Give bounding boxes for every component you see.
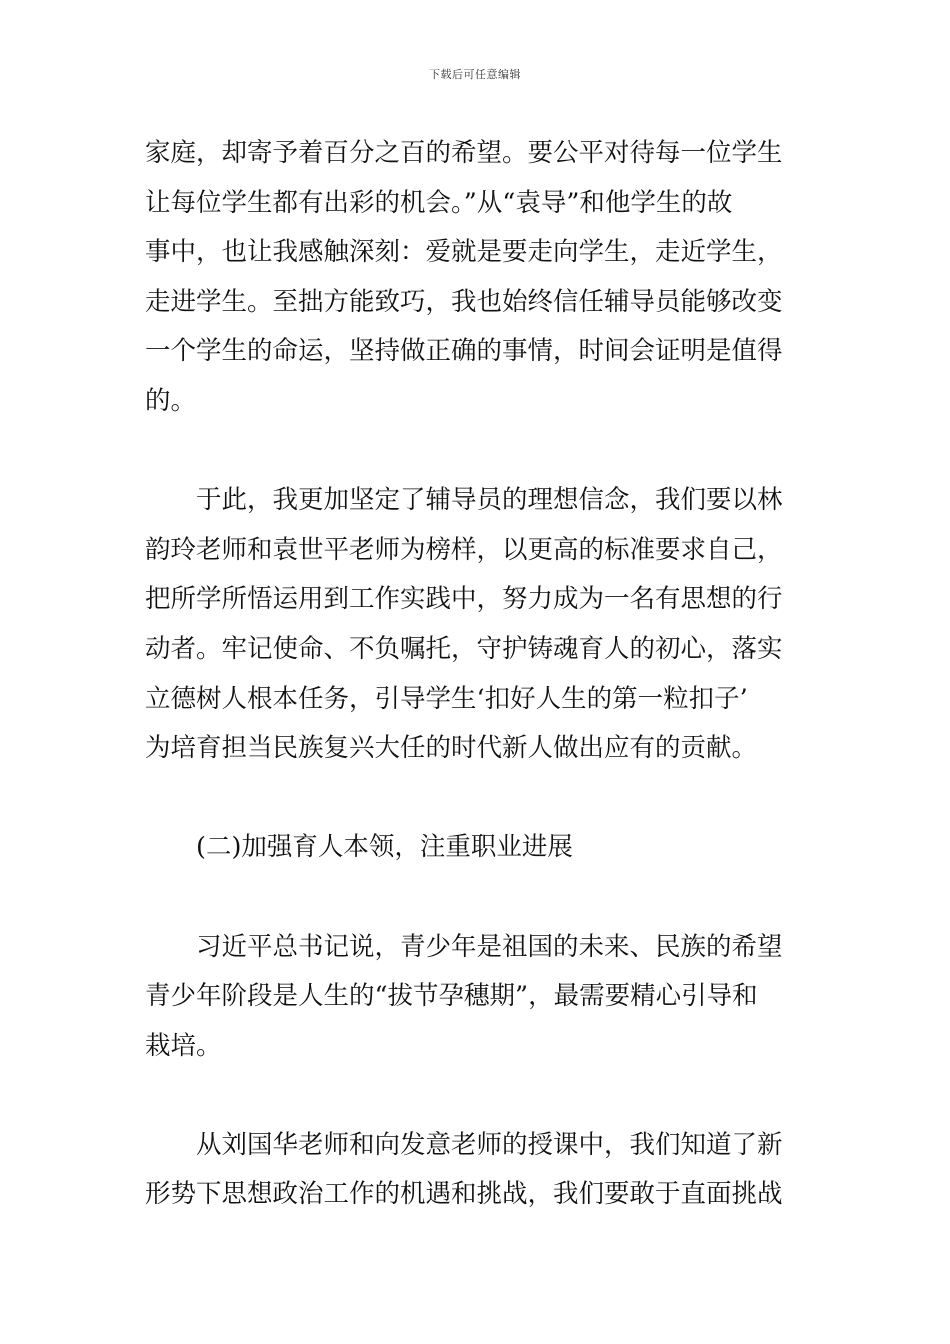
section-heading <box>145 823 810 873</box>
paragraph <box>145 476 810 774</box>
paragraph-gap <box>145 873 810 923</box>
text-line: 把所学所悟运用到工作实践中，努力成为一名有思想的行 <box>145 584 783 615</box>
text-line: 家庭，却寄予着百分之百的希望。要公平对待每一位学生 <box>145 138 783 168</box>
page-header: 下载后可任意编辑 <box>429 68 521 81</box>
text-line: 形势下思想政治工作的机遇和挑战，我们要敢于直面挑战 <box>145 1179 783 1210</box>
text-line: 青少年阶段是人生的“拔节孕穗期”，最需要精心引导和 <box>145 981 758 1012</box>
paragraph <box>145 923 810 1072</box>
text-line: 事中，也让我感触深刻：爱就是要走向学生，走近学生， <box>145 237 783 268</box>
text-line: 从刘国华老师和向发意老师的授课中，我们知道了新 <box>145 1129 783 1160</box>
text-line: 为培育担当民族复兴大任的时代新人做出应有的贡献。 <box>145 733 758 764</box>
paragraph <box>145 1121 810 1220</box>
paragraph-gap <box>145 427 810 477</box>
text-line: 一个学生的命运，坚持做正确的事情，时间会证明是值得 <box>145 336 783 367</box>
text-line: 于此，我更加坚定了辅导员的理想信念，我们要以林 <box>145 485 783 516</box>
text-line: 立德树人根本任务，引导学生‘扣好人生的第一粒扣子’ <box>145 683 748 714</box>
document-body <box>145 129 810 1220</box>
paragraph-gap <box>145 1071 810 1121</box>
paragraph <box>145 129 810 427</box>
text-line: 动者。牢记使命、不负嘱托，守护铸魂育人的初心，落实 <box>145 633 783 664</box>
text-line: 的。 <box>145 385 197 416</box>
text-line: 栽培。 <box>145 1030 222 1061</box>
text-line: 韵玲老师和袁世平老师为榜样，以更高的标准要求自己， <box>145 534 783 565</box>
text-line: 习近平总书记说，青少年是祖国的未来、民族的希望 <box>145 931 783 962</box>
text-line: 走进学生。至拙方能致巧，我也始终信任辅导员能够改变 <box>145 286 783 317</box>
text-line: 让每位学生都有出彩的机会。”从“袁导”和他学生的故 <box>145 187 733 218</box>
text-line: (二)加强育人本领，注重职业进展 <box>145 832 573 863</box>
paragraph-gap <box>145 774 810 824</box>
